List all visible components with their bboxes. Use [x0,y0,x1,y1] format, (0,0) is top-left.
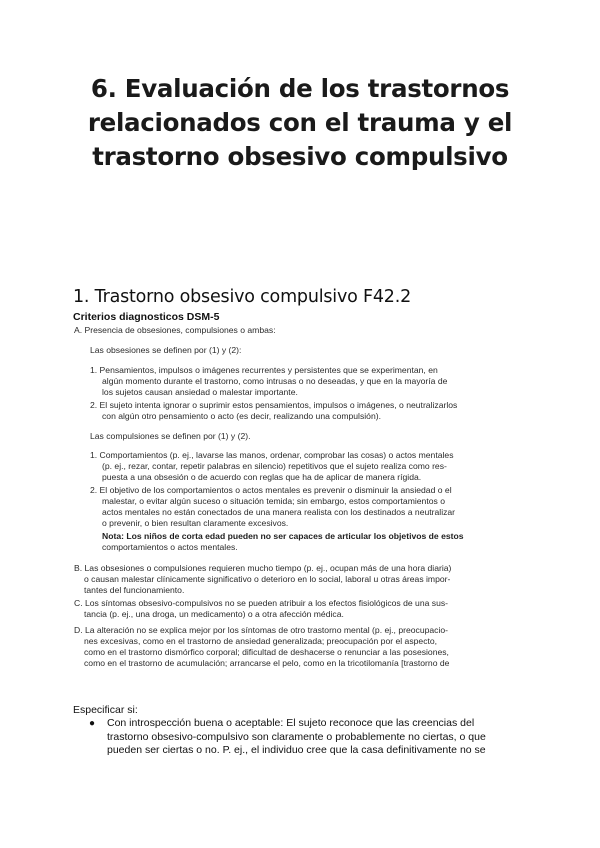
criterion-line: (p. ej., rezar, contar, repetir palabras en silencio) repetitivos que el sujeto realiza como res- [102,461,447,471]
criterion-line: los sujetos causan ansiedad o malestar importante. [102,387,298,397]
criterion-line: como en el trastorno dismórfico corporal; dificultad de deshacerse o renunciar a las posesiones, [84,647,449,657]
section-subtitle: Criterios diagnosticos DSM-5 [73,311,220,323]
chapter-title [40,72,560,174]
criterion-line: A. Presencia de obsesiones, compulsiones o ambas: [74,325,276,335]
criterion-line: comportamientos o actos mentales. [102,542,238,552]
chapter-title-line: relacionados con el trauma y el [87,108,513,137]
criterion-line: C. Los síntomas obsesivo-compulsivos no se pueden atribuir a los efectos fisiológicos de una sus- [74,598,449,608]
chapter-title-line: 6. Evaluación de los trastornos [90,74,510,103]
criterion-line: como en el trastorno de acumulación; arrancarse el pelo, como en la tricotilomanía [trastorno de [84,658,450,668]
specify-heading: Especificar si: [73,704,138,716]
criterion-line: Las obsesiones se definen por (1) y (2): [90,345,242,355]
criterion-line: malestar, o evitar algún suceso o situación temida; sin embargo, estos comportamientos o [102,496,445,506]
criterion-line: tancia (p. ej., una droga, un medicamento) o a otra afección médica. [84,609,344,619]
chapter-title-line: trastorno obsesivo compulsivo [92,142,508,171]
list-item-line: trastorno obsesivo-compulsivo son claramente o probablemente no ciertas, o que [107,730,486,743]
criterion-line: D. La alteración no se explica mejor por los síntomas de otro trastorno mental (p. ej., preocupacio- [74,625,449,635]
criterion-line: 2. El sujeto intenta ignorar o suprimir estos pensamientos, impulsos o imágenes, o neutralizarlos [90,400,458,410]
section-title: 1. Trastorno obsesivo compulsivo F42.2 [73,287,412,307]
criterion-line: B. Las obsesiones o compulsiones requieren mucho tiempo (p. ej., ocupan más de una hora diaria) [74,563,452,573]
criterion-line: 1. Pensamientos, impulsos o imágenes recurrentes y persistentes que se experimentan, en [90,365,438,375]
criterion-line: puesta a una obsesión o de acuerdo con reglas que ha de aplicar de manera rígida. [102,472,422,482]
criterion-line: 1. Comportamientos (p. ej., lavarse las manos, ordenar, comprobar las cosas) o actos mentales [90,450,454,460]
criterion-line: tantes del funcionamiento. [84,585,185,595]
bullet-icon: ● [89,718,96,729]
criterion-line: o causan malestar clínicamente significativo o deterioro en lo social, laboral u otras áreas impor- [84,574,451,584]
criterion-line: actos mentales no están conectados de una manera realista con los destinados a neutralizar [102,507,456,517]
criterion-line: o prevenir, o bien resultan claramente excesivos. [102,518,289,528]
dsm5-criteria-excerpt [62,323,528,681]
list-item-line: pueden ser ciertas o no. P. ej., el individuo cree que la casa definitivamente no se [107,744,486,757]
criterion-line: algún momento durante el trastorno, como intrusas o no deseadas, y que en la mayoría de [102,376,448,386]
criterion-line: Las compulsiones se definen por (1) y (2). [90,431,251,441]
criterion-note: Nota: Los niños de corta edad pueden no ser capaces de articular los objetivos de estos [102,531,464,541]
criterion-line: nes excesivas, como en el trastorno de ansiedad generalizada; preocupación por el aspecto, [84,636,438,646]
criterion-line: con algún otro pensamiento o acto (es decir, realizando una compulsión). [102,411,381,421]
list-item-line: Con introspección buena o aceptable: El sujeto reconoce que las creencias del [107,717,475,729]
criterion-line: 2. El objetivo de los comportamientos o actos mentales es prevenir o disminuir la ansiedad o el [90,485,452,495]
list-item-text [107,717,532,758]
